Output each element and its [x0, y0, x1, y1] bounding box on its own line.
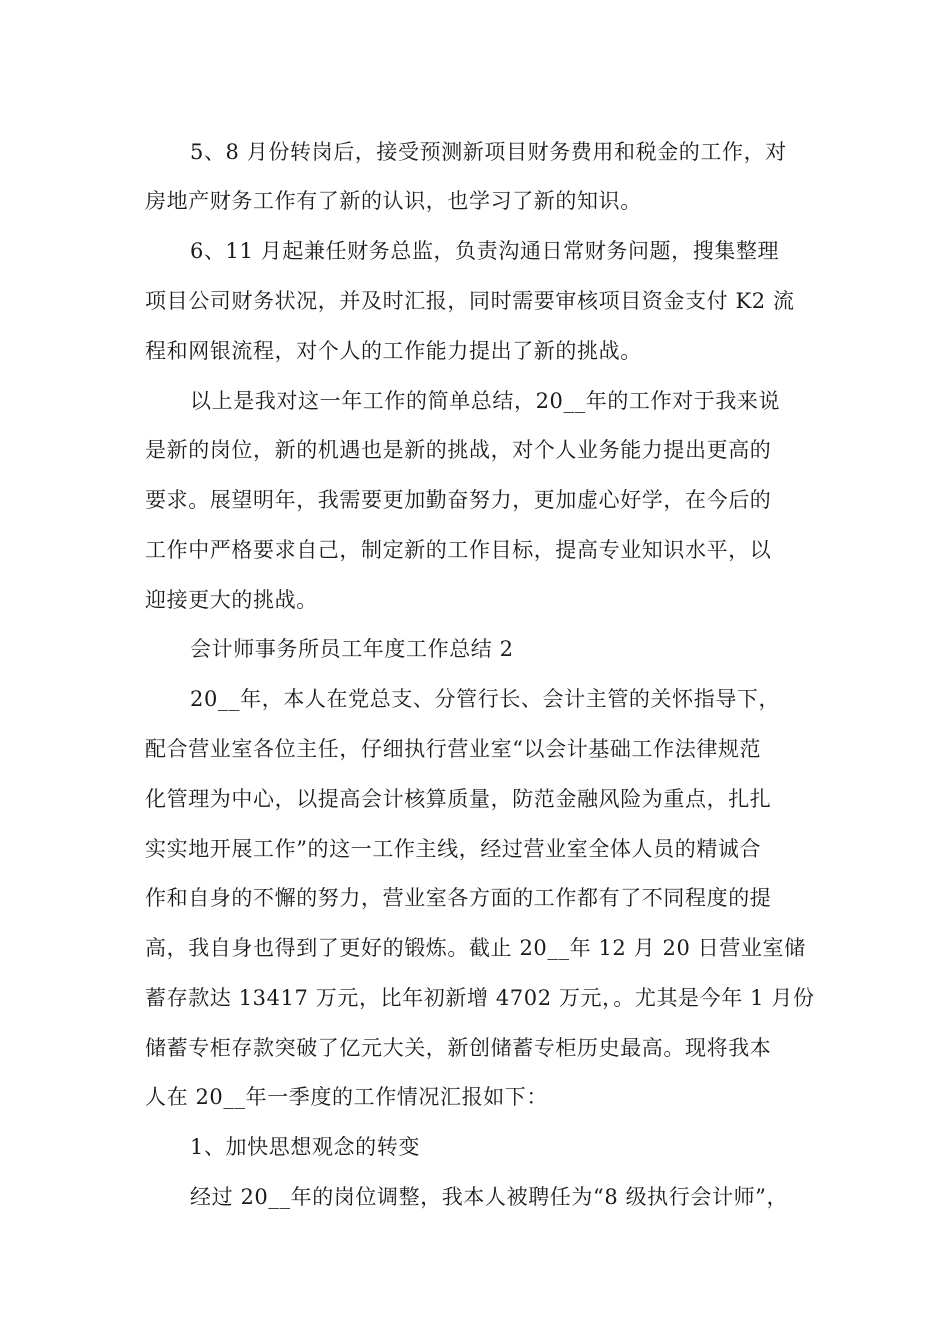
section-heading: 会计师事务所员工年度工作总结 2 — [190, 637, 514, 661]
text-line: 储蓄专柜存款突破了亿元大关，新创储蓄专柜历史最高。现将我本 — [145, 1036, 772, 1060]
text-line: 要求。展望明年，我需要更加勤奋努力，更加虚心好学，在今后的 — [145, 488, 772, 512]
text-line: 20__年，本人在党总支、分管行长、会计主管的关怀指导下， — [190, 687, 781, 711]
text-line: 化管理为中心，以提高会计核算质量，防范金融风险为重点，扎扎 — [145, 787, 772, 811]
text-line: 配合营业室各位主任，仔细执行营业室“以会计基础工作法律规范 — [145, 737, 762, 761]
text-line: 经过 20__年的岗位调整，我本人被聘任为“8 级执行会计师”， — [190, 1185, 789, 1209]
text-line: 高，我自身也得到了更好的锻炼。截止 20__年 12 月 20 日营业室储 — [145, 936, 806, 960]
text-line: 5、8 月份转岗后，接受预测新项目财务费用和税金的工作，对 — [190, 140, 787, 164]
text-line: 以上是我对这一年工作的简单总结，20__年的工作对于我来说 — [190, 389, 781, 413]
text-line: 工作中严格要求自己，制定新的工作目标，提高专业知识水平，以 — [145, 538, 772, 562]
text-line: 是新的岗位，新的机遇也是新的挑战，对个人业务能力提出更高的 — [145, 438, 772, 462]
text-line: 迎接更大的挑战。 — [145, 588, 318, 612]
text-line: 作和自身的不懈的努力，营业室各方面的工作都有了不同程度的提 — [145, 886, 772, 910]
list-item-heading: 1、加快思想观念的转变 — [190, 1135, 420, 1159]
text-line: 蓄存款达 13417 万元，比年初新增 4702 万元，。尤其是今年 1 月份 — [145, 986, 815, 1010]
text-line: 6、11 月起兼任财务总监，负责沟通日常财务问题，搜集整理 — [190, 239, 780, 263]
text-line: 项目公司财务状况，并及时汇报，同时需要审核项目资金支付 K2 流 — [145, 289, 795, 313]
text-line: 人在 20__年一季度的工作情况汇报如下： — [145, 1085, 548, 1109]
text-line: 房地产财务工作有了新的认识，也学习了新的知识。 — [145, 189, 642, 213]
text-line: 实实地开展工作”的这一工作主线，经过营业室全体人员的精诚合 — [145, 837, 762, 861]
text-line: 程和网银流程，对个人的工作能力提出了新的挑战。 — [145, 339, 642, 363]
